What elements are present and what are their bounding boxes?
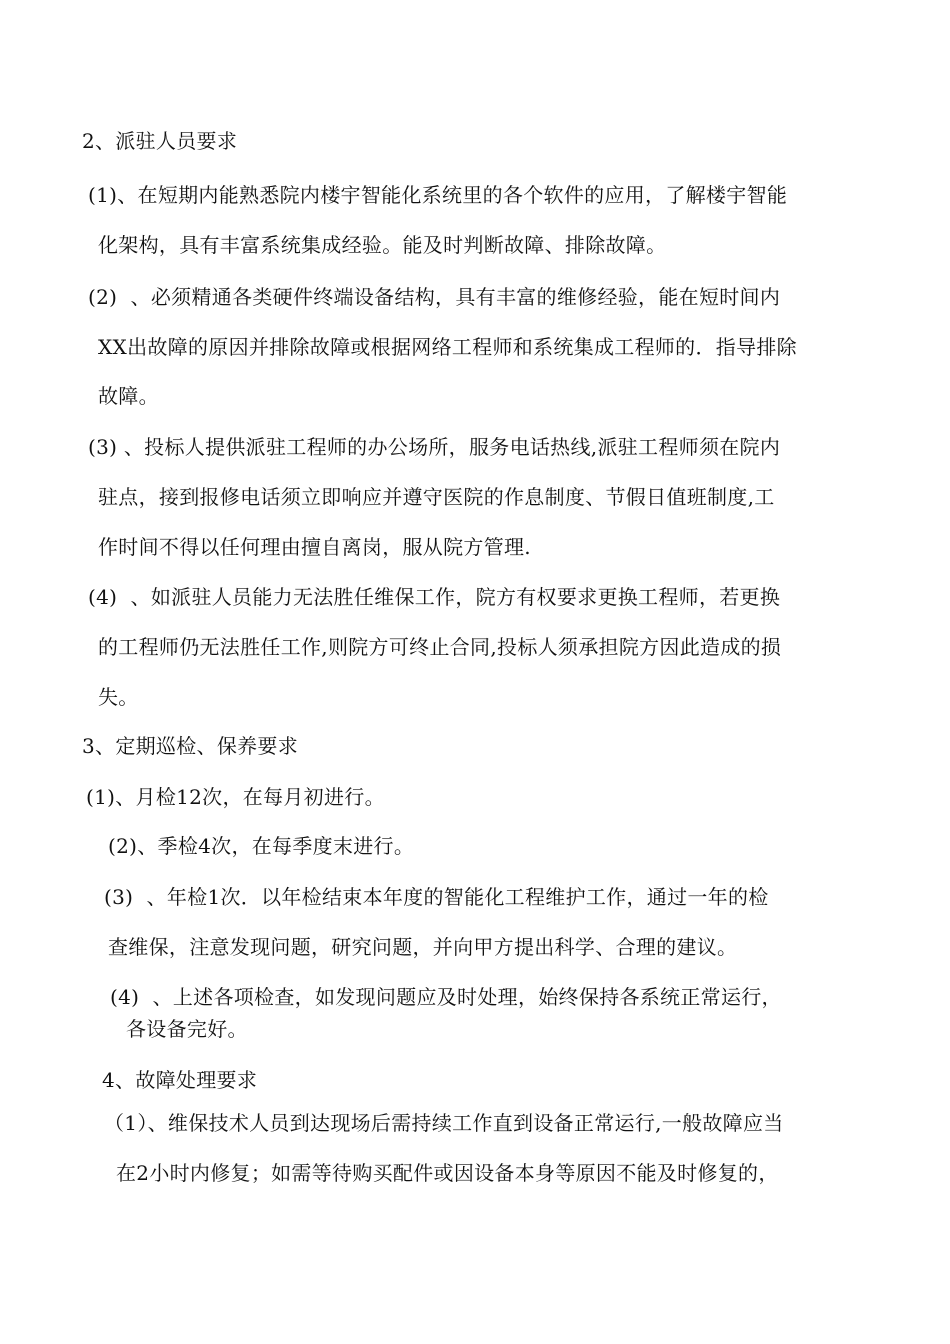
- paragraph-line: (3) 、年检1次．以年检结束本年度的智能化工程维护工作，通过一年的检: [104, 885, 769, 909]
- paragraph-line: (2)、季检4次，在每季度末进行。: [108, 834, 415, 858]
- section-heading-fault-handling: 4、故障处理要求: [102, 1068, 258, 1092]
- paragraph-line: 的工程师仍无法胜任工作,则院方可终止合同,投标人须承担院方因此造成的损: [98, 635, 782, 659]
- paragraph-line: 查维保，注意发现问题，研究问题，并向甲方提出科学、合理的建议。: [108, 935, 738, 959]
- paragraph-line: 失。: [98, 685, 139, 709]
- paragraph-line: (1)、在短期内能熟悉院内楼宇智能化系统里的各个软件的应用，了解楼宇智能: [88, 183, 788, 207]
- section-heading-dispatch-staff: 2、派驻人员要求: [82, 129, 238, 153]
- paragraph-line: 作时间不得以任何理由擅自离岗，服从院方管理.: [98, 535, 531, 559]
- paragraph-line: 化架构，具有丰富系统集成经验。能及时判断故障、排除故障。: [98, 233, 667, 257]
- paragraph-line: (3) 、投标人提供派驻工程师的办公场所，服务电话热线,派驻工程师须在院内: [88, 435, 781, 459]
- paragraph-line: 驻点，接到报修电话须立即响应并遵守医院的作息制度、节假日值班制度,工: [98, 485, 775, 509]
- paragraph-line: XX出故障的原因并排除故障或根据网络工程师和系统集成工程师的．指导排除: [98, 335, 797, 359]
- paragraph-line: (4) 、上述各项检查，如发现问题应及时处理，始终保持各系统正常运行，: [110, 985, 782, 1009]
- paragraph-line: (1)、月检12次，在每月初进行。: [86, 785, 385, 809]
- paragraph-line: (4) 、如派驻人员能力无法胜任维保工作，院方有权要求更换工程师，若更换: [88, 585, 781, 609]
- paragraph-line: 在2小时内修复；如需等待购买配件或因设备本身等原因不能及时修复的，: [116, 1161, 779, 1185]
- paragraph-line: 故障。: [98, 384, 159, 408]
- section-heading-inspection: 3、定期巡检、保养要求: [82, 734, 299, 758]
- paragraph-line: （1）、维保技术人员到达现场后需持续工作直到设备正常运行,一般故障应当: [104, 1111, 784, 1135]
- paragraph-line: 各设备完好。: [126, 1017, 248, 1041]
- paragraph-line: (2) 、必须精通各类硬件终端设备结构，具有丰富的维修经验，能在短时间内: [88, 285, 781, 309]
